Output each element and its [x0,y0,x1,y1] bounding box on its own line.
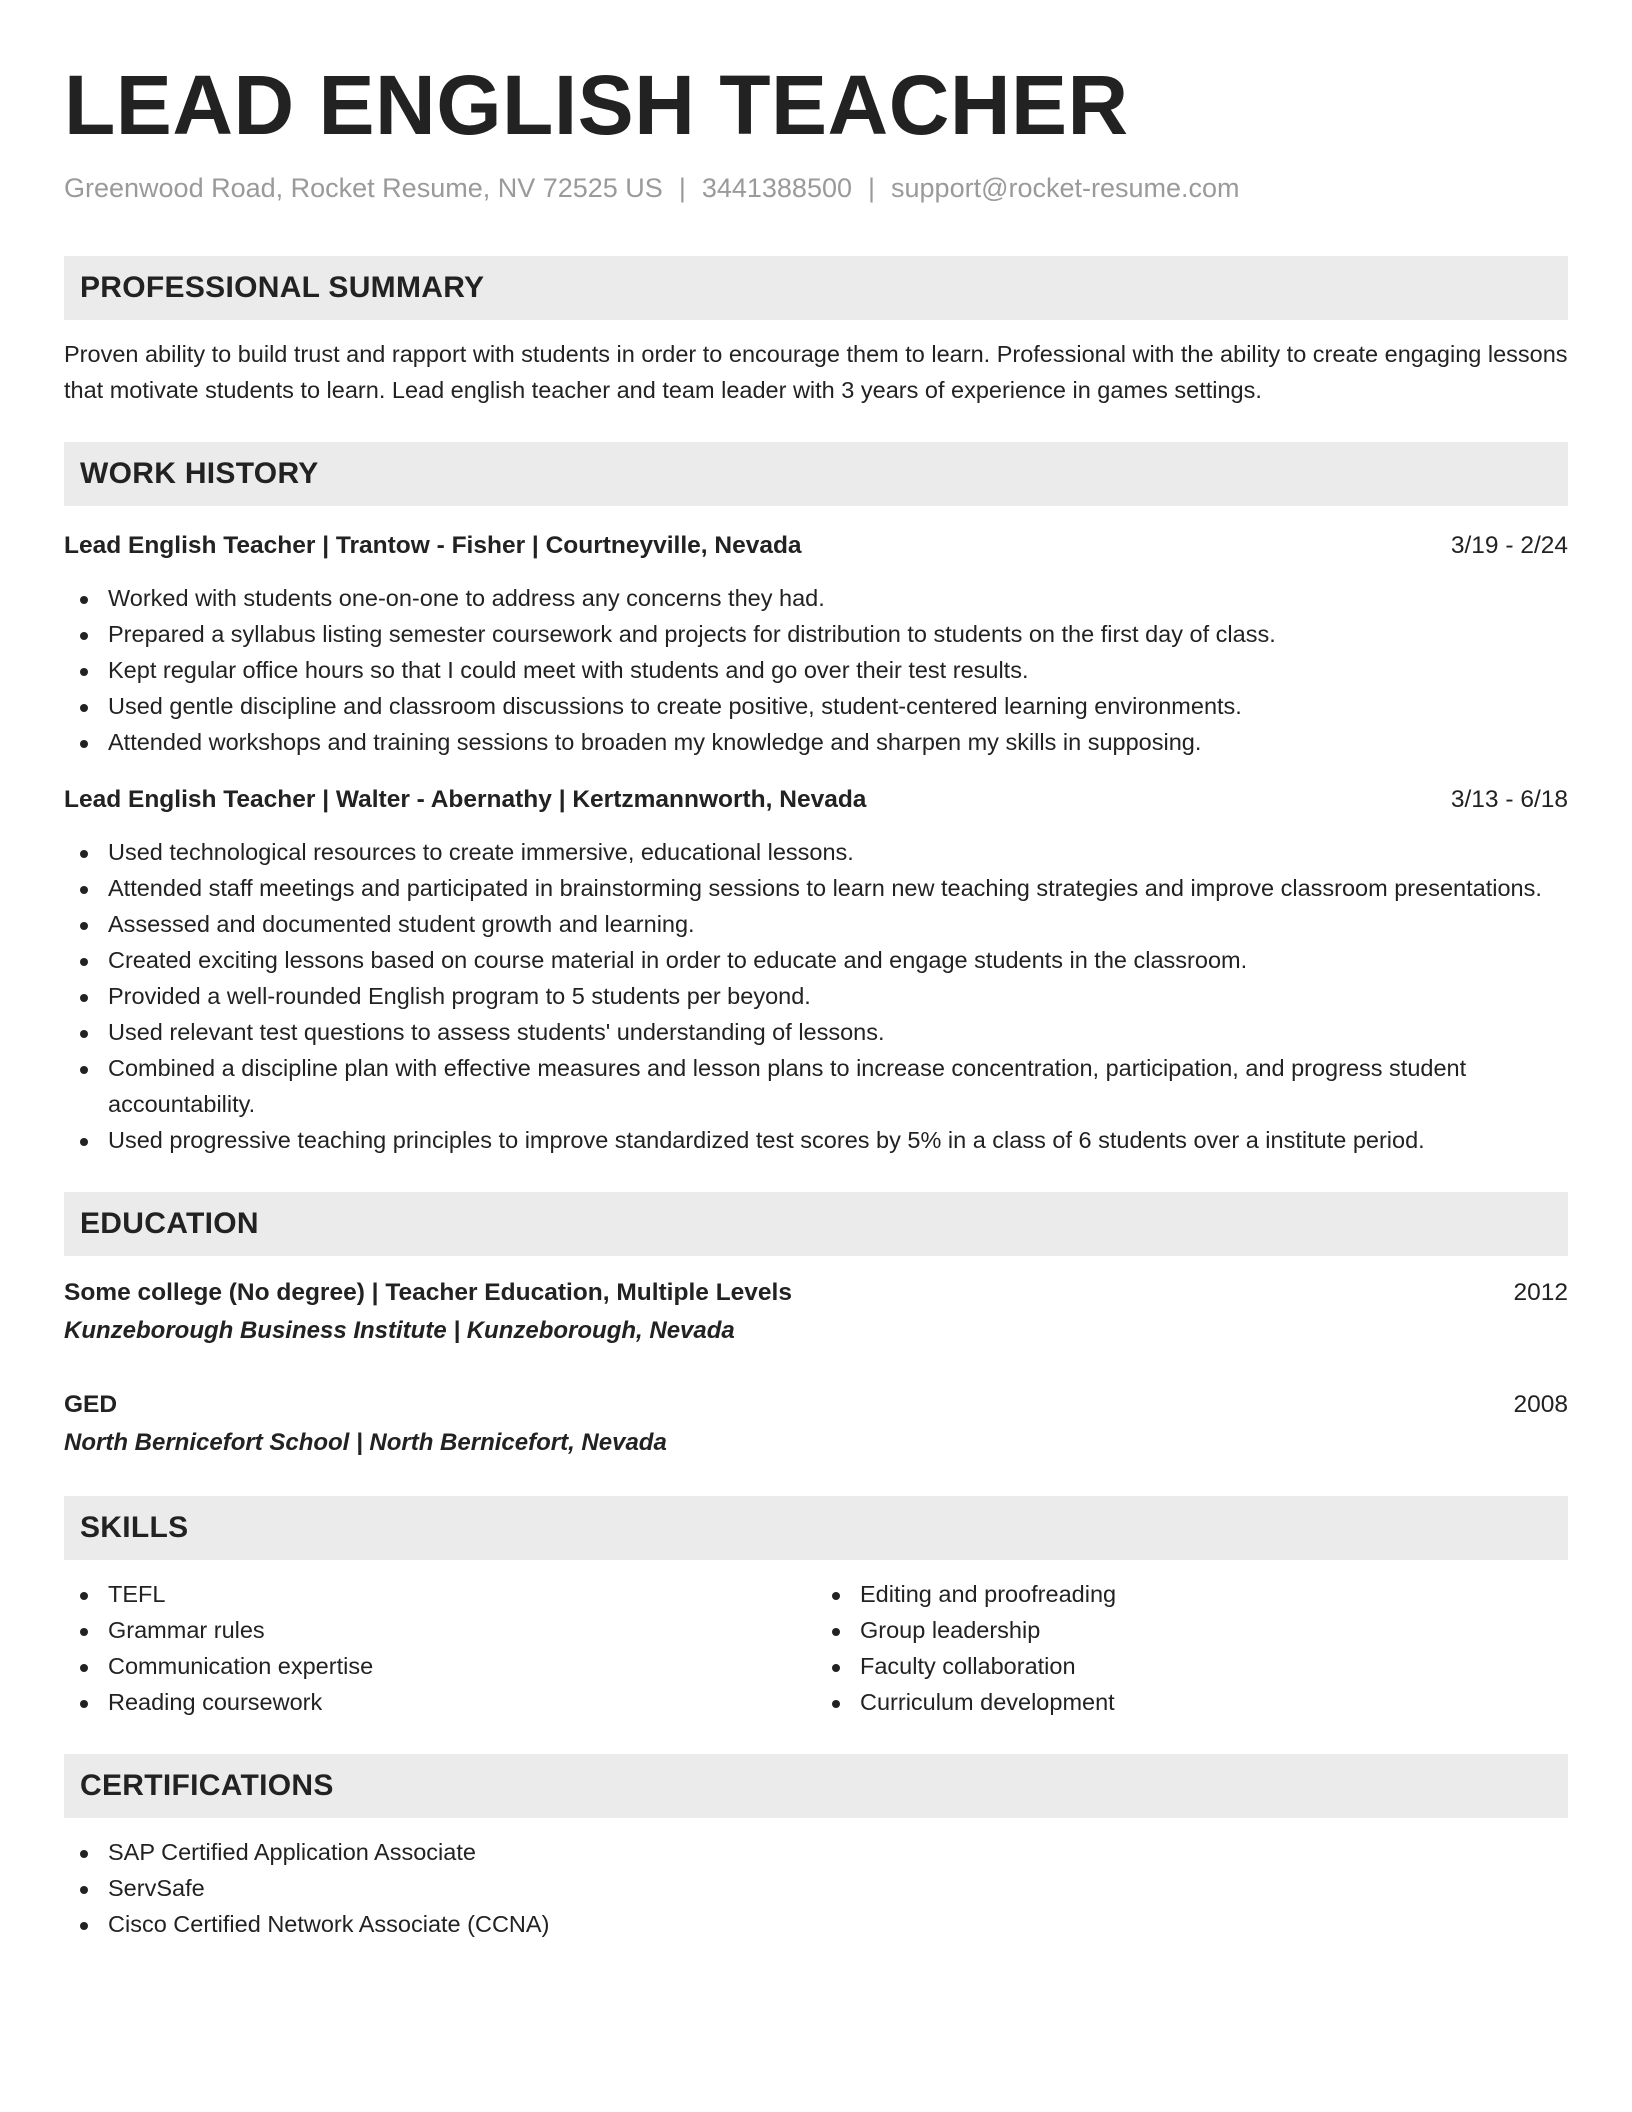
bullet-icon [80,850,88,858]
bullet-icon [80,1030,88,1038]
job-dates: 3/19 - 2/24 [1450,532,1568,559]
job-bullets [64,580,1568,760]
contact-line [64,170,1568,206]
job-bullet [64,834,1568,870]
skills-columns [64,1576,1568,1720]
job-bullet [64,1014,1568,1050]
job-bullet [64,906,1568,942]
education-section [64,1192,1568,1462]
bullet-text: Assessed and documented student growth and learning. [108,911,695,937]
job-bullet [64,616,1568,652]
bullet-icon [80,1066,88,1074]
skills-heading: SKILLS [64,1496,1568,1560]
job-bullet [64,688,1568,724]
job-bullets [64,834,1568,1158]
skill-text: TEFL [108,1581,166,1607]
bullet-text: Provided a well-rounded English program to 5 students per beyond. [108,983,811,1009]
skills-list-left [64,1576,816,1720]
job-header [64,782,1568,818]
bullet-icon [80,1886,88,1894]
bullet-text: Used relevant test questions to assess students' understanding of lessons. [108,1019,885,1045]
education-entry [64,1386,1568,1462]
bullet-icon [80,1700,88,1708]
skill-item [816,1684,1568,1720]
skill-item [816,1648,1568,1684]
skill-text: Curriculum development [860,1689,1115,1715]
skills-section [64,1496,1568,1720]
contact-phone: 3441388500 [701,173,852,203]
bullet-icon [80,1850,88,1858]
bullet-icon [80,1922,88,1930]
skill-item [64,1612,816,1648]
job-bullet [64,978,1568,1014]
skill-text: Group leadership [860,1617,1041,1643]
bullet-icon [80,704,88,712]
certification-item [64,1870,1568,1906]
bullet-icon [80,740,88,748]
certification-item [64,1834,1568,1870]
skill-text: Faculty collaboration [860,1653,1076,1679]
certifications-list [64,1834,1568,1942]
skill-text: Communication expertise [108,1653,374,1679]
job-bullet [64,1050,1568,1122]
skills-list-right [816,1576,1568,1720]
education-header [64,1274,1568,1312]
bullet-icon [80,632,88,640]
bullet-text: Attended staff meetings and participated in brainstorming sessions to learn new teaching strategies and improve classroom presentations. [108,875,1542,901]
skill-text: Grammar rules [108,1617,265,1643]
education-header [64,1386,1568,1424]
education-school: North Bernicefort School | North Bernicefort, Nevada [64,1429,667,1456]
bullet-icon [80,1664,88,1672]
bullet-text: Kept regular office hours so that I could meet with students and go over their test results. [108,657,1029,683]
job-bullet [64,580,1568,616]
skill-text: Reading coursework [108,1689,323,1715]
contact-separator: | [678,173,686,203]
contact-address: Greenwood Road, Rocket Resume, NV 72525 US [64,173,663,203]
skill-item [816,1612,1568,1648]
certifications-heading: CERTIFICATIONS [64,1754,1568,1818]
job-bullet [64,1122,1568,1158]
job-title: Lead English Teacher | Walter - Abernathy | Kertzmannworth, Nevada [64,786,867,813]
work-history-section [64,442,1568,1158]
bullet-icon [832,1700,840,1708]
job-header [64,528,1568,564]
skill-item [64,1576,816,1612]
summary-section [64,256,1568,408]
bullet-text: Worked with students one-on-one to address any concerns they had. [108,585,825,611]
education-school: Kunzeborough Business Institute | Kunzeborough, Nevada [64,1317,735,1344]
job-bullet [64,652,1568,688]
bullet-icon [80,1592,88,1600]
resume-name: LEAD ENGLISH TEACHER [64,58,1129,152]
summary-heading: PROFESSIONAL SUMMARY [64,256,1568,320]
bullet-icon [80,1628,88,1636]
certification-text: ServSafe [108,1875,205,1901]
skill-text: Editing and proofreading [860,1581,1117,1607]
contact-email: support@rocket-resume.com [891,173,1240,203]
job-dates: 3/13 - 6/18 [1450,786,1568,813]
work-history-heading: WORK HISTORY [64,442,1568,506]
job-title: Lead English Teacher | Trantow - Fisher | Courtneyville, Nevada [64,532,802,559]
certification-text: Cisco Certified Network Associate (CCNA) [108,1911,550,1937]
bullet-icon [80,668,88,676]
contact-separator: | [868,173,876,203]
bullet-icon [80,922,88,930]
job-bullet [64,870,1568,906]
education-year: 2008 [1513,1391,1568,1418]
certification-text: SAP Certified Application Associate [108,1839,476,1865]
skill-item [64,1648,816,1684]
education-entry [64,1274,1568,1350]
education-year: 2012 [1513,1279,1568,1306]
bullet-text: Used technological resources to create immersive, educational lessons. [108,839,854,865]
bullet-icon [80,886,88,894]
bullet-icon [80,596,88,604]
certification-item [64,1906,1568,1942]
job-bullet [64,942,1568,978]
job-entry [64,782,1568,1158]
skill-item [64,1684,816,1720]
bullet-text: Prepared a syllabus listing semester coursework and projects for distribution to students on the first day of class. [108,621,1276,647]
bullet-icon [832,1592,840,1600]
certifications-section [64,1754,1568,1942]
bullet-text: Used progressive teaching principles to improve standardized test scores by 5% in a class of 6 students over a institute period. [108,1127,1425,1153]
bullet-icon [80,958,88,966]
job-bullet [64,724,1568,760]
bullet-icon [80,1138,88,1146]
skill-item [816,1576,1568,1612]
job-entry [64,528,1568,760]
education-degree: GED [64,1391,118,1418]
bullet-text: Created exciting lessons based on course material in order to educate and engage students in the classroom. [108,947,1248,973]
bullet-text: Attended workshops and training sessions to broaden my knowledge and sharpen my skills in supposing. [108,729,1202,755]
bullet-text: Combined a discipline plan with effective measures and lesson plans to increase concentration, participation, and progress student accountability. [108,1055,1467,1117]
bullet-text: Used gentle discipline and classroom discussions to create positive, student-centered learning environments. [108,693,1242,719]
bullet-icon [832,1628,840,1636]
bullet-icon [80,994,88,1002]
education-degree: Some college (No degree) | Teacher Education, Multiple Levels [64,1279,792,1306]
bullet-icon [832,1664,840,1672]
summary-text: Proven ability to build trust and rapport with students in order to encourage them to learn. Professional with the ability to create engaging lessons that motivate students to learn. Lead english teacher and team leader with 3 years of experience in games settings. [64,341,1568,403]
education-heading: EDUCATION [64,1192,1568,1256]
